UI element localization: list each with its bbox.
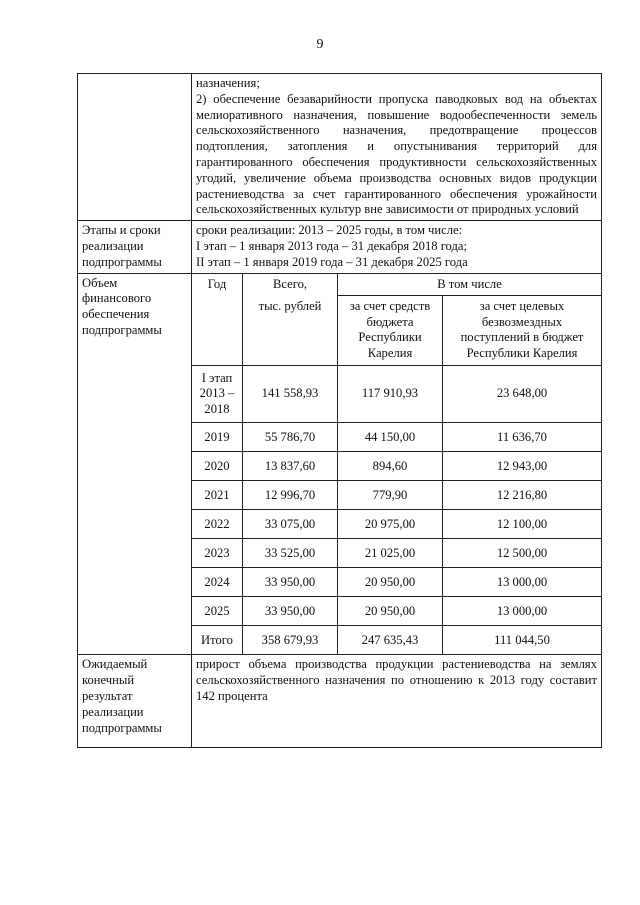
finance-year: 2025	[192, 597, 243, 626]
page-number: 9	[316, 37, 324, 52]
finance-year: 2023	[192, 539, 243, 568]
finance-targeted: 111 044,50	[443, 626, 602, 655]
row-goals-label	[78, 74, 192, 221]
finance-budget: 20 975,00	[338, 510, 443, 539]
goals-line-1: назначения;	[196, 76, 260, 90]
row-result-content: прирост объема производства продукции растениеводства на землях сельскохозяйственного назначения по отношению к 2013 году составит 142 процента	[192, 655, 602, 748]
finance-year: I этап 2013 – 2018	[192, 365, 243, 423]
finance-budget: 894,60	[338, 452, 443, 481]
finance-table	[192, 274, 601, 655]
header-year: Год	[192, 274, 243, 365]
finance-row	[192, 365, 601, 423]
stages-line-3: II этап – 1 января 2019 года – 31 декабря 2025 года	[196, 254, 468, 269]
finance-row	[192, 481, 601, 510]
header-total-line2: тыс. рублей	[243, 296, 338, 365]
finance-targeted: 12 500,00	[443, 539, 602, 568]
finance-table-cell	[192, 273, 602, 655]
row-goals-content	[192, 74, 602, 221]
passport-table	[77, 73, 602, 748]
finance-year: 2020	[192, 452, 243, 481]
finance-total: 33 950,00	[243, 568, 338, 597]
finance-row	[192, 423, 601, 452]
finance-budget: 20 950,00	[338, 597, 443, 626]
finance-targeted: 12 216,80	[443, 481, 602, 510]
row-finance-label: Объем финансового обеспечения подпрограммы	[78, 273, 192, 655]
finance-row	[192, 539, 601, 568]
header-including: В том числе	[338, 274, 602, 296]
row-result	[78, 655, 602, 748]
finance-targeted: 11 636,70	[443, 423, 602, 452]
finance-row	[192, 597, 601, 626]
finance-targeted: 23 648,00	[443, 365, 602, 423]
stages-line-2: I этап – 1 января 2013 года – 31 декабря 2018 года;	[196, 238, 467, 253]
finance-header-row-1	[192, 274, 601, 296]
finance-year: 2022	[192, 510, 243, 539]
finance-year: 2021	[192, 481, 243, 510]
row-goals	[78, 74, 602, 221]
finance-total: 13 837,60	[243, 452, 338, 481]
finance-targeted: 12 943,00	[443, 452, 602, 481]
finance-row-total	[192, 626, 601, 655]
finance-targeted: 13 000,00	[443, 568, 602, 597]
finance-row	[192, 510, 601, 539]
finance-row	[192, 452, 601, 481]
finance-budget: 20 950,00	[338, 568, 443, 597]
finance-budget: 779,90	[338, 481, 443, 510]
finance-row	[192, 568, 601, 597]
finance-total: 33 075,00	[243, 510, 338, 539]
row-result-label: Ожидаемый конечный результат реализации подпрограммы	[78, 655, 192, 748]
finance-targeted: 12 100,00	[443, 510, 602, 539]
finance-total: 141 558,93	[243, 365, 338, 423]
finance-total: 55 786,70	[243, 423, 338, 452]
finance-year: 2019	[192, 423, 243, 452]
row-stages-content	[192, 221, 602, 273]
finance-targeted: 13 000,00	[443, 597, 602, 626]
finance-budget: 21 025,00	[338, 539, 443, 568]
goals-line-2: 2) обеспечение безаварийности пропуска паводковых вод на объектах мелиоративного назначения, повышение водообеспеченности земель сельскохозяйственного назначения, предотвращение процессов подтопления, затопления и опустынивания территорий для гарантированного обеспечения продуктивности сельскохозяйственных угодий, увеличение объема производства основных видов продукции растениеводства за счет гарантированного обеспечения урожайности сельскохозяйственных культур вне зависимости от природных условий	[196, 91, 597, 217]
header-total-line1: Всего,	[243, 274, 338, 296]
finance-total: 358 679,93	[243, 626, 338, 655]
finance-budget: 247 635,43	[338, 626, 443, 655]
header-targeted: за счет целевых безвозмездных поступлений в бюджет Республики Карелия	[443, 296, 602, 365]
finance-budget: 44 150,00	[338, 423, 443, 452]
row-stages	[78, 221, 602, 273]
finance-total: 33 950,00	[243, 597, 338, 626]
finance-year: Итого	[192, 626, 243, 655]
finance-total: 12 996,70	[243, 481, 338, 510]
stages-line-1: сроки реализации: 2013 – 2025 годы, в том числе:	[196, 223, 463, 238]
header-budget: за счет средств бюджета Республики Карелия	[338, 296, 443, 365]
finance-year: 2024	[192, 568, 243, 597]
row-finance	[78, 273, 602, 655]
finance-header-row-2	[192, 296, 601, 365]
finance-budget: 117 910,93	[338, 365, 443, 423]
row-stages-label: Этапы и сроки реализации подпрограммы	[78, 221, 192, 273]
finance-total: 33 525,00	[243, 539, 338, 568]
